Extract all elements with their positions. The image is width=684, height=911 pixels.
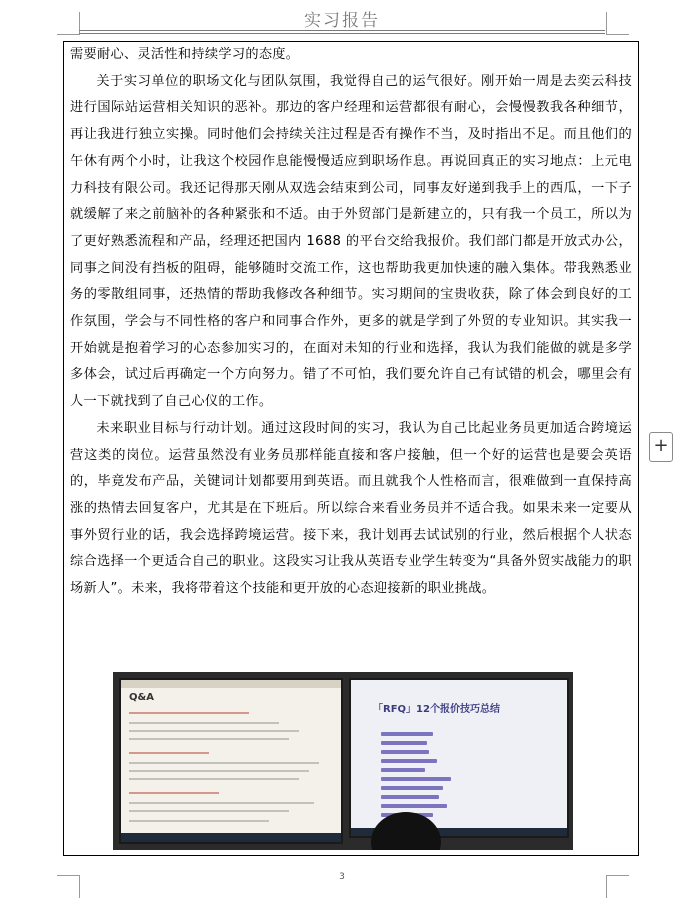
header-rule-secondary bbox=[79, 33, 605, 34]
slide-text-line bbox=[129, 810, 289, 812]
left-screen-heading: Q&A bbox=[129, 692, 154, 703]
slide-text-line bbox=[129, 778, 299, 780]
slide-text-line bbox=[129, 770, 309, 772]
left-projector-screen bbox=[119, 678, 343, 844]
slide-text-line bbox=[129, 722, 279, 724]
slide-text-line bbox=[129, 712, 249, 714]
slide-text-line bbox=[129, 820, 269, 822]
screen-taskbar bbox=[121, 833, 341, 842]
slide-text-line bbox=[129, 792, 219, 794]
slide-text-line bbox=[129, 762, 319, 764]
screen-topbar bbox=[121, 680, 341, 688]
body-text bbox=[70, 42, 632, 603]
classroom-photo bbox=[113, 672, 573, 850]
slide-list-item bbox=[381, 777, 451, 781]
slide-list-item bbox=[381, 768, 425, 772]
slide-list-item bbox=[381, 732, 433, 736]
slide-list-item bbox=[381, 759, 437, 763]
slide-text-line bbox=[129, 752, 209, 754]
slide-text-line bbox=[129, 802, 314, 804]
slide-text-line bbox=[129, 738, 289, 740]
right-screen-heading: 「RFQ」12个报价技巧总结 bbox=[373, 704, 500, 715]
paragraph-3: 未来职业目标与行动计划。通过这段时间的实习，我认为自己比起业务员更加适合跨境运营这类的岗位。运营虽然没有业务员那样能直接和客户接触，但一个好的运营也是要会英语的，毕竟发布产品，关键词计划都要用到英语。而且就我个人性格而言，很难做到一直保持高涨的热情去回复客户，尤其是在下班后。所以综合来看业务员并不适合我。如果未来一定要从事外贸行业的话，我会选择跨境运营。接下来，我计划再去试试别的行业，然后根据个人状态综合选择一个更适合自己的职业。这段实习让我从英语专业学生转变为“具备外贸实战能力的职场新人”。未来，我将带着这个技能和更开放的心态迎接新的职业挑战。 bbox=[70, 420, 632, 597]
slide-list-item bbox=[381, 741, 427, 745]
slide-text-line bbox=[129, 730, 299, 732]
slide-list-item bbox=[381, 750, 429, 754]
slide-list-item bbox=[381, 804, 447, 808]
slide-list-item bbox=[381, 795, 439, 799]
paragraph-2: 关于实习单位的职场文化与团队氛围，我觉得自己的运气很好。刚开始一周是去奕云科技进行国际站运营相关知识的恶补。那边的客户经理和运营都很有耐心，会慢慢教我各种细节，再让我进行独立实操。同时他们会持续关注过程是否有操作不当，及时指出不足。而且他们的午休有两个小时，让我这个校园作息能慢慢适应到职场作息。再说回真正的实习地点：上元电力科技有限公司。我还记得那天刚从双选会结束到公司，同事友好递到我手上的西瓜，一下子就缓解了来之前脑补的各种紧张和不适。由于外贸部门是新建立的，只有我一个员工，所以为了更好熟悉流程和产品，经理还把国内 1688 的平台交给我报价。我们部门都是开放式办公，同事之间没有挡板的阻碍，能够随时交流工作，这也帮助我更加快速的融入集体。带我熟悉业务的零散组同事，还热情的帮助我修改各种细节。实习期间的宝贵收获，除了体会到良好的工作氛围，学会与不同性格的客户和同事合作外，更多的就是学到了外贸的专业知识。其实我一开始就是抱着学习的心态参加实习的，在面对未知的行业和选择，我认为我们能做的就是多学多体会，试过后再确定一个方向努力。错了不可怕，我们要允许自己有试错的机会，哪里会有人一下就找到了自己心仪的工作。 bbox=[70, 73, 632, 410]
right-projector-screen bbox=[349, 678, 569, 838]
slide-list-item bbox=[381, 786, 443, 790]
paragraph-1: 需要耐心、灵活性和持续学习的态度。 bbox=[70, 47, 300, 62]
page-header-title: 实习报告 bbox=[304, 11, 380, 31]
add-button[interactable]: + bbox=[649, 432, 673, 462]
page-number: 3 bbox=[339, 872, 345, 882]
header-rule bbox=[79, 30, 605, 31]
